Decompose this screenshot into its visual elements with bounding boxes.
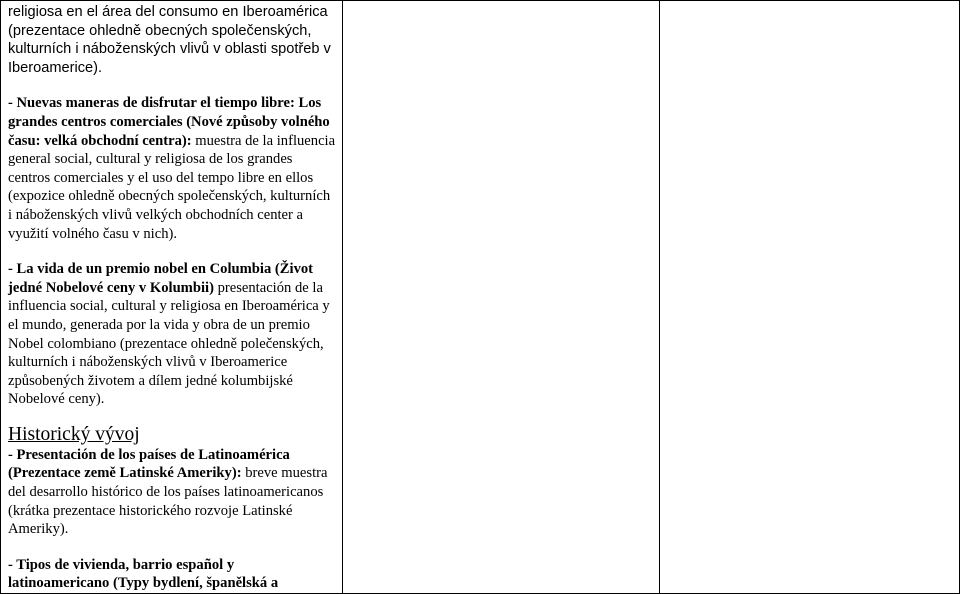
countries-title: - Presentación de los países de Latinoamérica (Prezentace země Latinské Ameriky): (8, 446, 290, 482)
leisure-paragraph (8, 94, 336, 243)
leisure-title: - Nuevas maneras de disfrutar el tiempo libre: Los grandes centros comerciales (Nové způsoby volného času: velká obchodní centra): (8, 95, 330, 149)
table-row (1, 1, 960, 594)
section-heading: Historický vývoj (8, 423, 140, 445)
nobel-description: presentación de la influencia social, cultural y religiosa en Iberoamérica y el mundo, generada por la vida y obra de un premio Nobel colombiano (prezentace ohledně polečenských, kulturních i náboženských vlivů v Iberoamerice způsobených životem a dílem jedné kolumbijské Nobelové ceny). (8, 279, 330, 408)
housing-title: - Tipos de vivienda, barrio español y latinoamericano (Typy bydlení, španělská a (8, 556, 279, 592)
nobel-paragraph (8, 260, 336, 409)
nobel-title: - La vida de un premio nobel en Columbia (Život jedné Nobelové ceny v Kolumbii) (8, 261, 314, 296)
leisure-description: muestra de la influencia general social, cultural y religiosa de los grandes centros comerciales y el uso del tempo libre en ellos (expozice ohledně obecných společenských, kulturních i náboženských vlivů velkých obchodních center a využití volného času v nich). (8, 132, 336, 242)
table-cell-empty-right (660, 1, 960, 594)
table-cell-content (1, 1, 343, 594)
cell-text-container (1, 1, 342, 593)
intro-paragraph: religiosa en el área del consumo en Iberoamérica (prezentace ohledně obecných společenských, kulturních i náboženských vlivů v oblasti spotřeb v Iberoamerice). (8, 4, 331, 76)
countries-paragraph (8, 446, 336, 539)
countries-description: breve muestra del desarrollo histórico de los países latinoamericanos (krátka prezentace historického rozvoje Latinské Ameriky). (8, 465, 328, 538)
table-cell-empty-middle (343, 1, 660, 594)
housing-paragraph (8, 556, 336, 593)
